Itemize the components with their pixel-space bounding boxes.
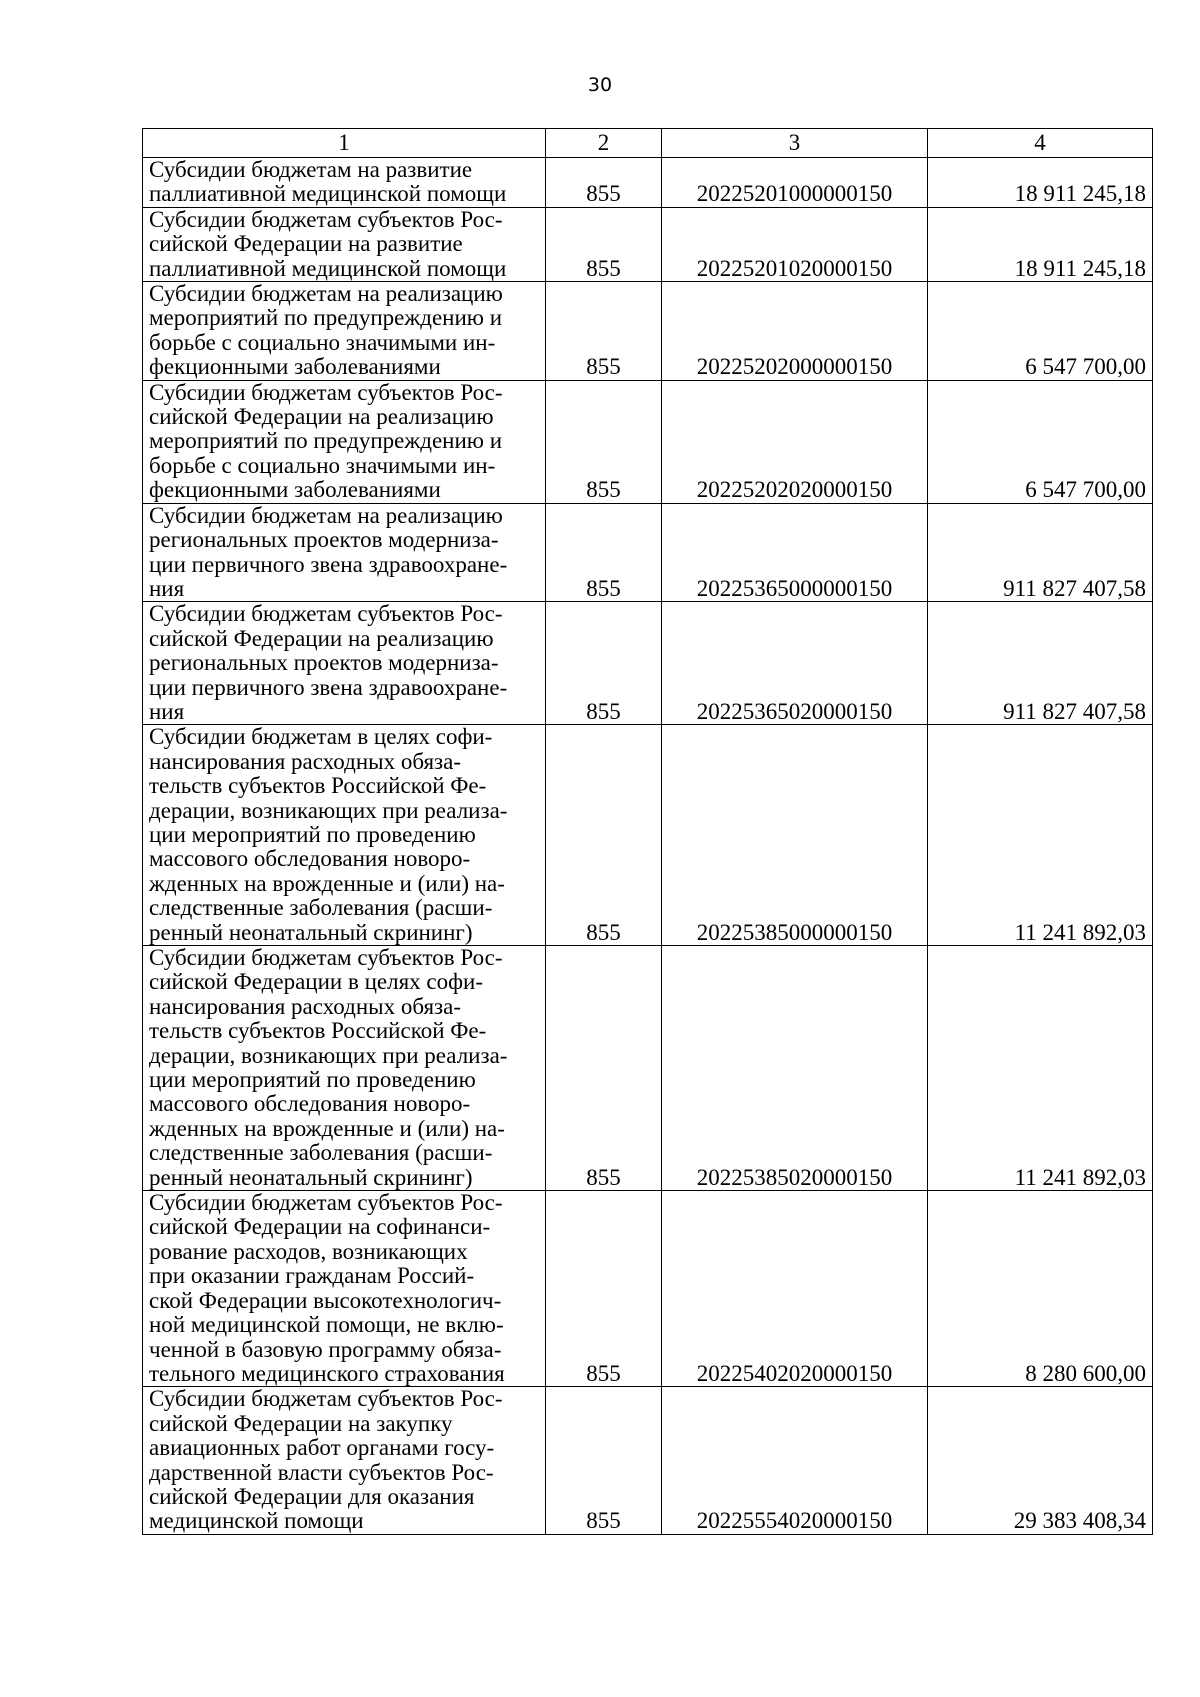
table-row <box>143 1387 1153 1534</box>
description-line: следственные заболевания (расши- <box>149 895 493 921</box>
subsidy-description <box>143 207 546 281</box>
column-header-3: 3 <box>662 129 928 158</box>
page-number: 30 <box>587 74 613 96</box>
description-line: ции первичного звена здравоохране- <box>149 551 508 577</box>
description-line: ной медицинской помощи, не вклю- <box>149 1312 504 1338</box>
description-line: нансирования расходных обяза- <box>149 993 462 1019</box>
description-line: Субсидии бюджетам субъектов Рос- <box>149 379 503 405</box>
amount-value: 11 241 892,03 <box>928 946 1153 1191</box>
description-line: сийской Федерации на закупку <box>149 1410 453 1436</box>
budget-classification-code: 20225365020000150 <box>662 602 928 725</box>
budget-classification-code: 20225202020000150 <box>662 380 928 503</box>
table-row <box>143 503 1153 602</box>
chapter-code: 855 <box>546 282 662 381</box>
description-line: Субсидии бюджетам субъектов Рос- <box>149 601 503 627</box>
description-line: авиационных работ органами госу- <box>149 1435 495 1461</box>
description-line: фекционными заболеваниями <box>149 354 441 380</box>
description-line: медицинской помощи <box>149 1508 364 1534</box>
table-row <box>143 725 1153 946</box>
budget-classification-code: 20225365000000150 <box>662 503 928 602</box>
description-line: тельств субъектов Российской Фе- <box>149 1018 487 1044</box>
chapter-code: 855 <box>546 158 662 208</box>
chapter-code: 855 <box>546 207 662 281</box>
description-line: тельного медицинского страхования <box>149 1360 505 1386</box>
subsidy-description <box>143 158 546 208</box>
amount-value: 29 383 408,34 <box>928 1387 1153 1534</box>
chapter-code: 855 <box>546 380 662 503</box>
description-line: дарственной власти субъектов Рос- <box>149 1459 494 1485</box>
table-body <box>143 158 1153 1535</box>
description-line: борьбе с социально значимыми ин- <box>149 329 496 355</box>
description-line: ции первичного звена здравоохране- <box>149 674 508 700</box>
description-line: Субсидии бюджетам субъектов Рос- <box>149 945 503 970</box>
table-row <box>143 282 1153 381</box>
chapter-code: 855 <box>546 1387 662 1534</box>
description-line: сийской Федерации на софинанси- <box>149 1214 491 1240</box>
description-line: борьбе с социально значимыми ин- <box>149 452 496 478</box>
description-line: сийской Федерации на реализацию <box>149 625 494 651</box>
subsidy-description <box>143 725 546 946</box>
amount-value: 911 827 407,58 <box>928 503 1153 602</box>
amount-value: 18 911 245,18 <box>928 158 1153 208</box>
budget-classification-code: 20225201020000150 <box>662 207 928 281</box>
table-header-row <box>143 129 1153 158</box>
amount-value: 11 241 892,03 <box>928 725 1153 946</box>
amount-value: 6 547 700,00 <box>928 380 1153 503</box>
subsidy-description <box>143 602 546 725</box>
description-line: паллиативной медицинской помощи <box>149 255 507 281</box>
subsidy-description <box>143 1191 546 1387</box>
column-header-4: 4 <box>928 129 1153 158</box>
description-line: ренный неонатальный скрининг) <box>149 1164 473 1190</box>
table-row <box>143 158 1153 208</box>
budget-classification-code: 20225554020000150 <box>662 1387 928 1534</box>
table-row <box>143 1191 1153 1387</box>
subsidy-description <box>143 380 546 503</box>
subsidy-description <box>143 282 546 381</box>
description-line: жденных на врожденные и (или) на- <box>149 870 505 896</box>
amount-value: 8 280 600,00 <box>928 1191 1153 1387</box>
description-line: ции мероприятий по проведению <box>149 821 476 847</box>
description-line: сийской Федерации на реализацию <box>149 404 494 430</box>
table-row <box>143 602 1153 725</box>
subsidy-description <box>143 946 546 1191</box>
description-line: Субсидии бюджетам на реализацию <box>149 502 503 528</box>
chapter-code: 855 <box>546 725 662 946</box>
description-line: региональных проектов модерниза- <box>149 527 499 553</box>
description-line: мероприятий по предупреждению и <box>149 428 503 454</box>
description-line: ния <box>149 698 185 724</box>
description-line: сийской Федерации на развитие <box>149 231 463 257</box>
chapter-code: 855 <box>546 946 662 1191</box>
description-line: сийской Федерации в целях софи- <box>149 969 483 995</box>
description-line: нансирования расходных обяза- <box>149 748 462 774</box>
chapter-code: 855 <box>546 503 662 602</box>
description-line: ченной в базовую программу обяза- <box>149 1336 502 1362</box>
description-line: ской Федерации высокотехнологич- <box>149 1287 502 1313</box>
chapter-code: 855 <box>546 1191 662 1387</box>
amount-value: 6 547 700,00 <box>928 282 1153 381</box>
description-line: Субсидии бюджетам на развитие <box>149 157 473 182</box>
description-line: Субсидии бюджетам в целях софи- <box>149 724 493 750</box>
subsidy-description <box>143 1387 546 1534</box>
description-line: дерации, возникающих при реализа- <box>149 1042 508 1068</box>
description-line: при оказании гражданам Россий- <box>149 1263 475 1289</box>
amount-value: 18 911 245,18 <box>928 207 1153 281</box>
table-row <box>143 380 1153 503</box>
column-header-1: 1 <box>143 129 546 158</box>
budget-classification-code: 20225385020000150 <box>662 946 928 1191</box>
description-line: мероприятий по предупреждению и <box>149 305 503 331</box>
description-line: жденных на врожденные и (или) на- <box>149 1115 505 1141</box>
description-line: региональных проектов модерниза- <box>149 650 499 676</box>
description-line: сийской Федерации для оказания <box>149 1483 475 1509</box>
description-line: Субсидии бюджетам субъектов Рос- <box>149 1386 503 1412</box>
table-row <box>143 207 1153 281</box>
budget-table <box>142 128 1153 1535</box>
subsidy-description <box>143 503 546 602</box>
description-line: массового обследования новоро- <box>149 1091 471 1117</box>
budget-classification-code: 20225202000000150 <box>662 282 928 381</box>
description-line: массового обследования новоро- <box>149 846 471 872</box>
description-line: паллиативной медицинской помощи <box>149 181 507 207</box>
description-line: ренный неонатальный скрининг) <box>149 919 473 945</box>
description-line: ции мероприятий по проведению <box>149 1067 476 1093</box>
description-line: Субсидии бюджетам субъектов Рос- <box>149 206 503 232</box>
description-line: фекционными заболеваниями <box>149 477 441 503</box>
column-header-2: 2 <box>546 129 662 158</box>
description-line: Субсидии бюджетам субъектов Рос- <box>149 1190 503 1216</box>
description-line: ния <box>149 575 185 601</box>
chapter-code: 855 <box>546 602 662 725</box>
description-line: дерации, возникающих при реализа- <box>149 797 508 823</box>
amount-value: 911 827 407,58 <box>928 602 1153 725</box>
budget-classification-code: 20225201000000150 <box>662 158 928 208</box>
budget-classification-code: 20225385000000150 <box>662 725 928 946</box>
description-line: Субсидии бюджетам на реализацию <box>149 281 503 307</box>
budget-classification-code: 20225402020000150 <box>662 1191 928 1387</box>
description-line: рование расходов, возникающих <box>149 1238 468 1264</box>
description-line: тельств субъектов Российской Фе- <box>149 773 487 799</box>
description-line: следственные заболевания (расши- <box>149 1140 493 1166</box>
table-row <box>143 946 1153 1191</box>
